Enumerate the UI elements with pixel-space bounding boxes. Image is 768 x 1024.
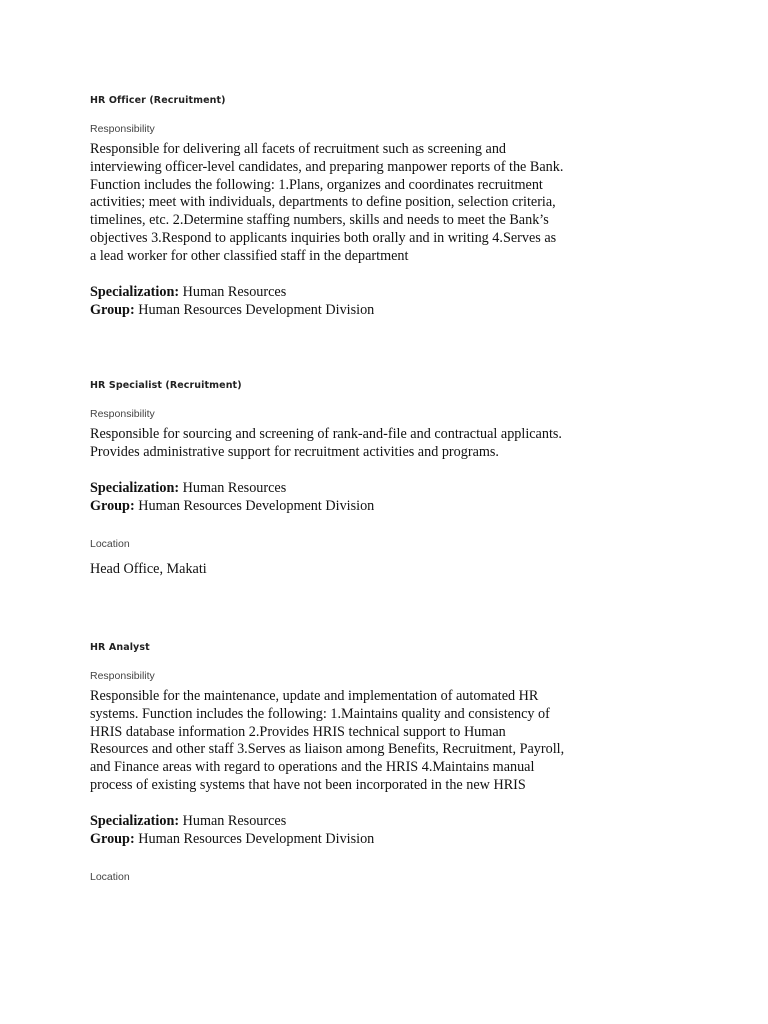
specialization-value: Human Resources <box>182 812 287 829</box>
group-value: Human Resources Development Division <box>138 301 375 318</box>
specialization-label: Specialization: <box>90 479 180 496</box>
location-label: Location <box>90 537 130 550</box>
group-line <box>90 830 730 848</box>
specialization-line <box>90 283 730 301</box>
job-title: HR Officer (Recruitment) <box>90 95 226 106</box>
responsibility-label: Responsibility <box>90 408 155 420</box>
location-label: Location <box>90 870 130 883</box>
specialization-label: Specialization: <box>90 283 180 300</box>
group-line <box>90 497 730 515</box>
group-value: Human Resources Development Division <box>138 830 375 847</box>
group-label: Group: <box>90 497 135 514</box>
job-title: HR Analyst <box>90 642 150 653</box>
specialization-line <box>90 479 730 497</box>
location-value: Head Office, Makati <box>90 560 207 577</box>
job-title: HR Specialist (Recruitment) <box>90 380 242 391</box>
responsibility-label: Responsibility <box>90 123 155 135</box>
job-posting-hr-officer <box>90 95 730 319</box>
group-line <box>90 301 730 319</box>
group-value: Human Resources Development Division <box>138 497 375 514</box>
job-posting-hr-specialist <box>90 380 730 578</box>
specialization-line <box>90 812 730 830</box>
responsibility-label: Responsibility <box>90 670 155 682</box>
responsibility-text: Responsible for the maintenance, update and implementation of automated HR systems. Function includes the following: 1.Maintains quality and consistency of HRIS database information 2.Provides HRIS technical support to Human Resources and other staff 3.Serves as liaison among Benefits, Recruitment, Payroll, and Finance areas with regard to operations and the HRIS 4.Maintains manual process of existing systems that have not been incorporated in the new HRIS <box>90 688 565 793</box>
specialization-value: Human Resources <box>182 479 287 496</box>
responsibility-text: Responsible for sourcing and screening of rank-and-file and contractual applicants. Provides administrative support for recruitment activities and programs. <box>90 426 562 460</box>
specialization-value: Human Resources <box>182 283 287 300</box>
job-posting-hr-analyst <box>90 642 730 884</box>
specialization-label: Specialization: <box>90 812 180 829</box>
responsibility-text: Responsible for delivering all facets of recruitment such as screening and interviewing officer-level candidates, and preparing manpower reports of the Bank. Function includes the following: 1.Plans, organizes and coordinates recruitment activities; meet with individuals, departments to define position, selection criteria, timelines, etc. 2.Determine staffing numbers, skills and needs to meet the Bank’s objectives 3.Respond to applicants inquiries both orally and in writing 4.Serves as a lead worker for other classified staff in the department <box>90 141 564 264</box>
group-label: Group: <box>90 830 135 847</box>
group-label: Group: <box>90 301 135 318</box>
